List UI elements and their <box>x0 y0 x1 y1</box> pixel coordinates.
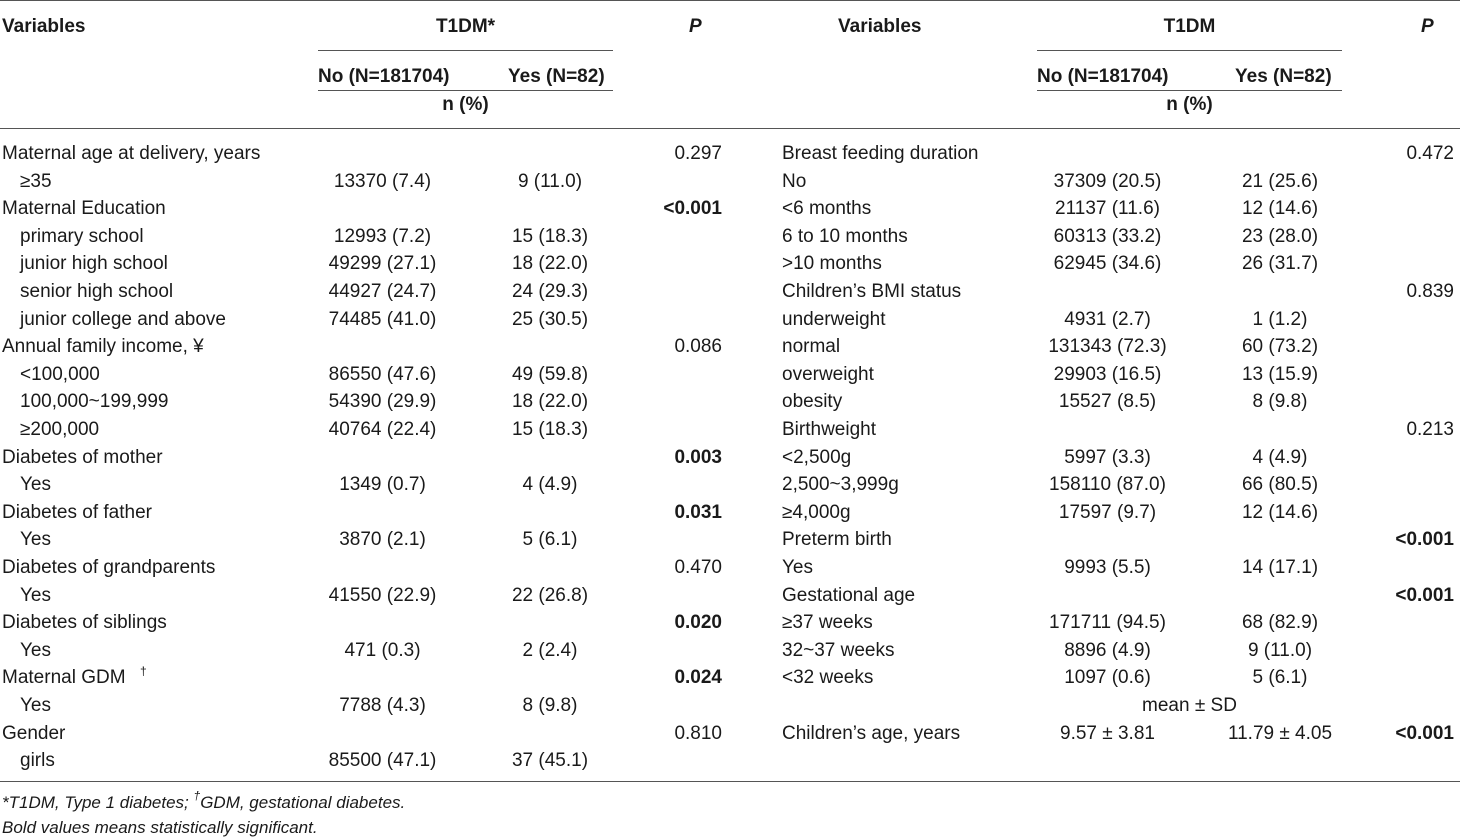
right-yes-header: Yes (N=82) <box>1235 66 1332 87</box>
left-row-yes: 22 (26.8) <box>511 584 589 606</box>
right-row-label: Breast feeding duration <box>782 143 979 164</box>
left-row-no: 1349 (0.7) <box>339 474 426 496</box>
right-row-yes: 13 (15.9) <box>1241 363 1319 385</box>
header-bottom-rule <box>0 128 1460 129</box>
left-row-p: <0.001 <box>663 198 722 220</box>
left-row-label: Yes <box>20 695 51 716</box>
right-row-no: 158110 (87.0) <box>1049 474 1166 496</box>
left-row-yes: 18 (22.0) <box>511 253 589 275</box>
right-row-p: 0.213 <box>1406 419 1454 440</box>
right-row-label: >10 months <box>782 253 882 275</box>
right-row-no: 21137 (11.6) <box>1055 198 1160 220</box>
right-row-label: Preterm birth <box>782 529 892 551</box>
right-row-no: 9.57 ± 3.81 <box>1060 722 1155 744</box>
left-t1dm-header: T1DM* <box>435 16 496 37</box>
footnote-1-part-b: GDM, gestational diabetes. <box>200 793 406 812</box>
right-row-no: 5997 (3.3) <box>1064 446 1151 468</box>
right-row-label: ≥4,000g <box>782 501 851 523</box>
table-page: Variables T1DM* P No (N=181704) Yes (N=82) n (%) Variables T1DM P No (N=181704) Yes (N=82) n (%) Maternal age at delivery, years 0.297 ≥35 13370 (7.4) 9 (11.0) Maternal Education <0.001 primary school 12993 (7.2) 15 (18.3) junior high school 49299 (27.1) 18 (22.0) senior high school 44927 (24.7) 24 (29.3) junior college and above 74485 (41.0) 25 (30.5) Annual family income, ¥ 0.086 <100,000 86550 (47.6) 49 (59.8) 100,000~199,999 54390 (29.9) 18 (22.0) ≥200,000 40764 (22.4) 15 (18.3) Diabetes of mother 0.003 Yes 1349 (0.7) 4 (4.9) Diabetes of father 0.031 Yes 3870 (2.1) 5 (6.1) Diabetes of grandparents 0.470 Yes 41550 (22.9) 22 (26.8) Diabetes of siblings 0.020 Yes 471 (0.3) 2 (2.4) Maternal GDM † 0.024 Yes 7788 (4.3) 8 (9.8) Gender 0.810 girls 85500 (47.1) 37 (45.1) Breast feeding duration 0.472 No 37309 (20.5) 21 (25.6) <6 months 21137 (11.6) 12 (14.6) 6 to 10 months 60313 (33.2) 23 (28.0) >10 months 62945 (34.6) 26 (31.7) Children’s BMI status 0.839 underweight 4931 (2.7) 1 (1.2) normal 131343 (72.3) 60 (73.2) overweight 29903 (16.5) 13 (15.9) obesity 15527 (8.5) 8 (9.8) Birthweight 0.213 <2,500g 5997 (3.3) 4 (4.9) 2,500~3,999g 158110 (87.0) 66 (80.5) ≥4,000g 17597 (9.7) 12 (14.6) Preterm birth <0.001 Yes 9993 (5.5) 14 (17.1) Gestational age <0.001 ≥37 weeks 171711 (94.5) 68 (82.9) 32~37 weeks 8896 (4.9) 9 (11.0) <32 weeks 1097 (0.6) 5 (6.1) mean ± SD Children’s age, years 9.57 ± 3.81 11.79 ± 4.05 <0.001 *T1DM, Type 1 diabetes; †GDM, gestational diabetes. Bold values means statistically significant. <box>0 0 1460 839</box>
left-row-p: 0.020 <box>674 612 722 634</box>
left-row-yes: 15 (18.3) <box>511 419 589 440</box>
right-row-yes: 12 (14.6) <box>1241 501 1319 523</box>
left-row-p: 0.470 <box>674 557 722 578</box>
right-row-yes: 4 (4.9) <box>1252 446 1308 468</box>
left-row-label: Yes <box>20 474 51 496</box>
right-row-label: Children’s age, years <box>782 722 961 744</box>
right-t1dm-header: T1DM <box>1163 16 1216 37</box>
left-row-p: 0.003 <box>674 446 722 468</box>
footnote-dagger: † <box>193 789 201 804</box>
left-row-label: Diabetes of grandparents <box>2 557 216 578</box>
right-subhead-rule <box>1037 90 1342 91</box>
right-row-yes: 11.79 ± 4.05 <box>1227 722 1333 744</box>
left-row-yes: 18 (22.0) <box>511 391 589 413</box>
left-row-yes: 15 (18.3) <box>511 225 589 247</box>
left-row-yes: 4 (4.9) <box>522 474 578 496</box>
right-row-no: 171711 (94.5) <box>1049 612 1166 634</box>
left-row-yes: 2 (2.4) <box>522 639 578 661</box>
left-row-label: Yes <box>20 584 51 606</box>
left-row-label: Diabetes of mother <box>2 446 163 468</box>
right-row-yes: 66 (80.5) <box>1241 474 1319 496</box>
left-yes-header: Yes (N=82) <box>508 66 605 87</box>
left-row-label: Yes <box>20 529 51 551</box>
right-row-p: <0.001 <box>1395 529 1454 551</box>
right-row-label: Gestational age <box>782 584 916 606</box>
right-n-pct-header: n (%) <box>1166 94 1213 115</box>
right-row-yes: 60 (73.2) <box>1241 336 1319 358</box>
right-row-label: <32 weeks <box>782 667 874 689</box>
left-row-p: 0.024 <box>674 667 722 689</box>
left-row-no: 86550 (47.6) <box>328 363 437 385</box>
left-row-label: Diabetes of father <box>2 501 152 523</box>
left-row-label: junior college and above <box>20 308 226 330</box>
right-row-yes: 8 (9.8) <box>1252 391 1308 413</box>
right-row-label: 6 to 10 months <box>782 225 908 247</box>
right-row-p: <0.001 <box>1395 584 1454 606</box>
right-row-no: 15527 (8.5) <box>1058 391 1157 413</box>
left-row-no: 74485 (41.0) <box>328 308 437 330</box>
right-row-yes: 68 (82.9) <box>1241 612 1319 634</box>
left-subhead-rule <box>318 90 613 91</box>
left-row-label: Maternal age at delivery, years <box>2 143 261 164</box>
right-row-yes: 26 (31.7) <box>1241 253 1319 275</box>
left-row-no: 54390 (29.9) <box>328 391 437 413</box>
right-row-label: overweight <box>782 363 874 385</box>
left-row-yes: 25 (30.5) <box>511 308 589 330</box>
left-row-label: 100,000~199,999 <box>20 391 169 413</box>
table-bottom-rule <box>0 781 1460 782</box>
left-row-label: primary school <box>20 225 144 247</box>
left-row-p: 0.031 <box>674 501 722 523</box>
left-row-label: Diabetes of siblings <box>2 612 167 634</box>
footnote-1 <box>2 789 406 814</box>
left-row-label: Yes <box>20 639 51 661</box>
right-variables-header: Variables <box>838 16 922 37</box>
left-p-header: P <box>689 16 702 37</box>
right-row-label: normal <box>782 336 841 358</box>
right-row-no: 62945 (34.6) <box>1053 253 1162 275</box>
left-row-yes: 9 (11.0) <box>517 170 583 192</box>
left-row-no: 44927 (24.7) <box>328 281 437 302</box>
right-row-label: ≥37 weeks <box>782 612 873 634</box>
left-row-yes: 24 (29.3) <box>511 281 589 302</box>
right-row-label: <2,500g <box>782 446 852 468</box>
right-row-yes: 9 (11.0) <box>1247 639 1313 661</box>
left-row-label: girls <box>20 750 55 772</box>
right-row-no: 37309 (20.5) <box>1053 170 1162 192</box>
right-row-no: 60313 (33.2) <box>1053 225 1162 247</box>
right-row-yes: 23 (28.0) <box>1241 225 1319 247</box>
left-n-pct-header: n (%) <box>442 94 489 115</box>
left-row-yes: 5 (6.1) <box>522 529 578 551</box>
left-row-label: junior high school <box>20 253 168 275</box>
left-row-label: Gender <box>2 722 66 744</box>
right-row-no: 131343 (72.3) <box>1048 336 1167 358</box>
right-no-header: No (N=181704) <box>1037 66 1169 87</box>
left-row-no: 471 (0.3) <box>344 639 421 661</box>
right-row-yes: 14 (17.1) <box>1241 557 1319 578</box>
left-row-yes: 8 (9.8) <box>522 695 578 716</box>
right-row-label: Children’s BMI status <box>782 281 962 302</box>
left-row-p: 0.297 <box>674 143 722 164</box>
top-rule <box>0 0 1460 1</box>
right-row-p: 0.839 <box>1406 281 1454 302</box>
right-row-yes: 12 (14.6) <box>1241 198 1319 220</box>
footnote-1-part-a: *T1DM, Type 1 diabetes; <box>2 793 194 812</box>
right-row-yes: 21 (25.6) <box>1241 170 1319 192</box>
left-no-header: No (N=181704) <box>318 66 450 87</box>
left-row-yes: 49 (59.8) <box>511 363 589 385</box>
left-row-no: 7788 (4.3) <box>339 695 426 716</box>
left-row-label: Annual family income, ¥ <box>2 336 204 358</box>
right-row-no: 4931 (2.7) <box>1064 308 1151 330</box>
right-row-label: Yes <box>782 557 813 578</box>
left-row-label: Maternal Education <box>2 198 166 220</box>
left-row-p: 0.086 <box>674 336 722 358</box>
right-t1dm-rule <box>1037 50 1342 51</box>
right-row-no: 8896 (4.9) <box>1064 639 1151 661</box>
left-row-label: ≥200,000 <box>20 419 100 440</box>
right-p-header: P <box>1421 16 1434 37</box>
right-row-yes: 1 (1.2) <box>1252 308 1308 330</box>
right-row-label: underweight <box>782 308 886 330</box>
right-row-label: obesity <box>782 391 843 413</box>
left-row-p: 0.810 <box>674 722 722 744</box>
right-row-label: Birthweight <box>782 419 876 440</box>
right-row-label: 2,500~3,999g <box>782 474 899 496</box>
right-row-yes: 5 (6.1) <box>1252 667 1308 689</box>
left-t1dm-rule <box>318 50 613 51</box>
left-variables-header: Variables <box>2 16 86 37</box>
left-row-label: Maternal GDM <box>2 667 126 689</box>
left-row-no: 85500 (47.1) <box>328 750 437 772</box>
right-row-label: 32~37 weeks <box>782 639 895 661</box>
right-row-p: 0.472 <box>1406 143 1454 164</box>
right-row-no: 9993 (5.5) <box>1064 557 1151 578</box>
right-row-merged: mean ± SD <box>1142 695 1237 716</box>
left-row-no: 49299 (27.1) <box>328 253 437 275</box>
left-row-yes: 37 (45.1) <box>511 750 589 772</box>
left-row-no: 40764 (22.4) <box>328 419 437 440</box>
left-row-no: 12993 (7.2) <box>333 225 432 247</box>
right-row-label: No <box>782 170 807 192</box>
left-row-no: 13370 (7.4) <box>333 170 432 192</box>
left-row-label: ≥35 <box>20 170 52 192</box>
left-row-label: <100,000 <box>20 363 100 385</box>
footnote-2: Bold values means statistically significant. <box>2 818 318 837</box>
right-row-label: <6 months <box>782 198 872 220</box>
left-row-label: senior high school <box>20 281 174 302</box>
right-row-no: 29903 (16.5) <box>1053 363 1162 385</box>
left-row-no: 3870 (2.1) <box>339 529 426 551</box>
right-row-no: 1097 (0.6) <box>1064 667 1151 689</box>
left-row-no: 41550 (22.9) <box>328 584 437 606</box>
right-row-p: <0.001 <box>1395 722 1454 744</box>
right-row-no: 17597 (9.7) <box>1058 501 1157 523</box>
